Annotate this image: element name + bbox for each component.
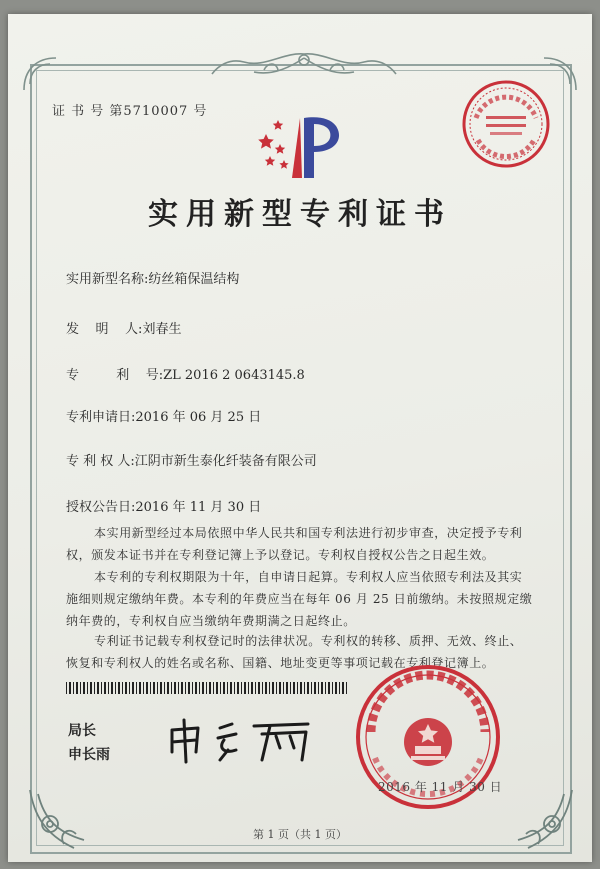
body-paragraph-3: 专利证书记载专利权登记时的法律状况。专利权的转移、质押、无效、终止、恢复和专利权人的姓名或名称、国籍、地址变更等事项记载在专利登记簿上。 [66, 634, 523, 670]
local-office-seal-icon [460, 78, 552, 170]
signatory-name: 申长雨 [68, 747, 110, 763]
handwritten-signature-icon [158, 716, 328, 766]
body-paragraph-2: 本专利的专利权期限为十年，自申请日起算。专利权人应当依照专利法及其实施细则规定缴纳年费。本专利的年费应当在每年 06 月 25 日前缴纳。未按照规定缴纳年费的，专利权自应当缴纳年费期满之日起终止。 [66, 570, 533, 628]
page-number: 第 1 页（共 1 页） [253, 828, 347, 841]
field-value: 江阴市新生泰化纤装备有限公司 [134, 454, 317, 469]
patent-office-logo-icon [256, 112, 346, 182]
field-label: 授权公告日: [66, 500, 136, 515]
field-label: 专 利 号: [66, 368, 164, 383]
body-paragraph-1: 本实用新型经过本局依照中华人民共和国专利法进行初步审查，决定授予专利权，颁发本证书并在专利登记簿上予以登记。专利权自授权公告之日起生效。 [66, 526, 523, 562]
field-inventor [66, 318, 181, 337]
field-value: 纺丝箱保温结构 [148, 272, 240, 287]
certificate-number: 证 书 号 第5710007 号 [52, 104, 208, 119]
field-patent-number [66, 364, 305, 383]
barcode [66, 682, 348, 694]
seal-date: 2016 年 11 月 30 日 [378, 780, 503, 794]
certificate-title: 实用新型专利证书 [148, 197, 452, 232]
field-label: 专利申请日: [66, 410, 136, 425]
corner-ornament-bottom-left-icon [24, 784, 94, 854]
field-utility-model-name [66, 268, 239, 287]
corner-ornament-bottom-right-icon [508, 784, 578, 854]
top-ornament-icon [204, 48, 404, 86]
field-value: 2016 年 11 月 30 日 [135, 500, 262, 515]
field-value: 刘春生 [142, 322, 182, 337]
field-label: 实用新型名称: [66, 272, 149, 287]
field-application-date [66, 406, 261, 425]
field-patentee [66, 450, 317, 469]
field-value: ZL 2016 2 0643145.8 [163, 368, 305, 383]
field-label: 发 明 人: [66, 322, 143, 337]
field-label: 专 利 权 人: [66, 454, 135, 469]
signatory-title: 局长 [68, 723, 96, 739]
field-grant-date [66, 496, 261, 515]
field-value: 2016 年 06 月 25 日 [135, 410, 262, 425]
corner-ornament-top-left-icon [20, 54, 60, 94]
certificate-paper [8, 14, 592, 862]
